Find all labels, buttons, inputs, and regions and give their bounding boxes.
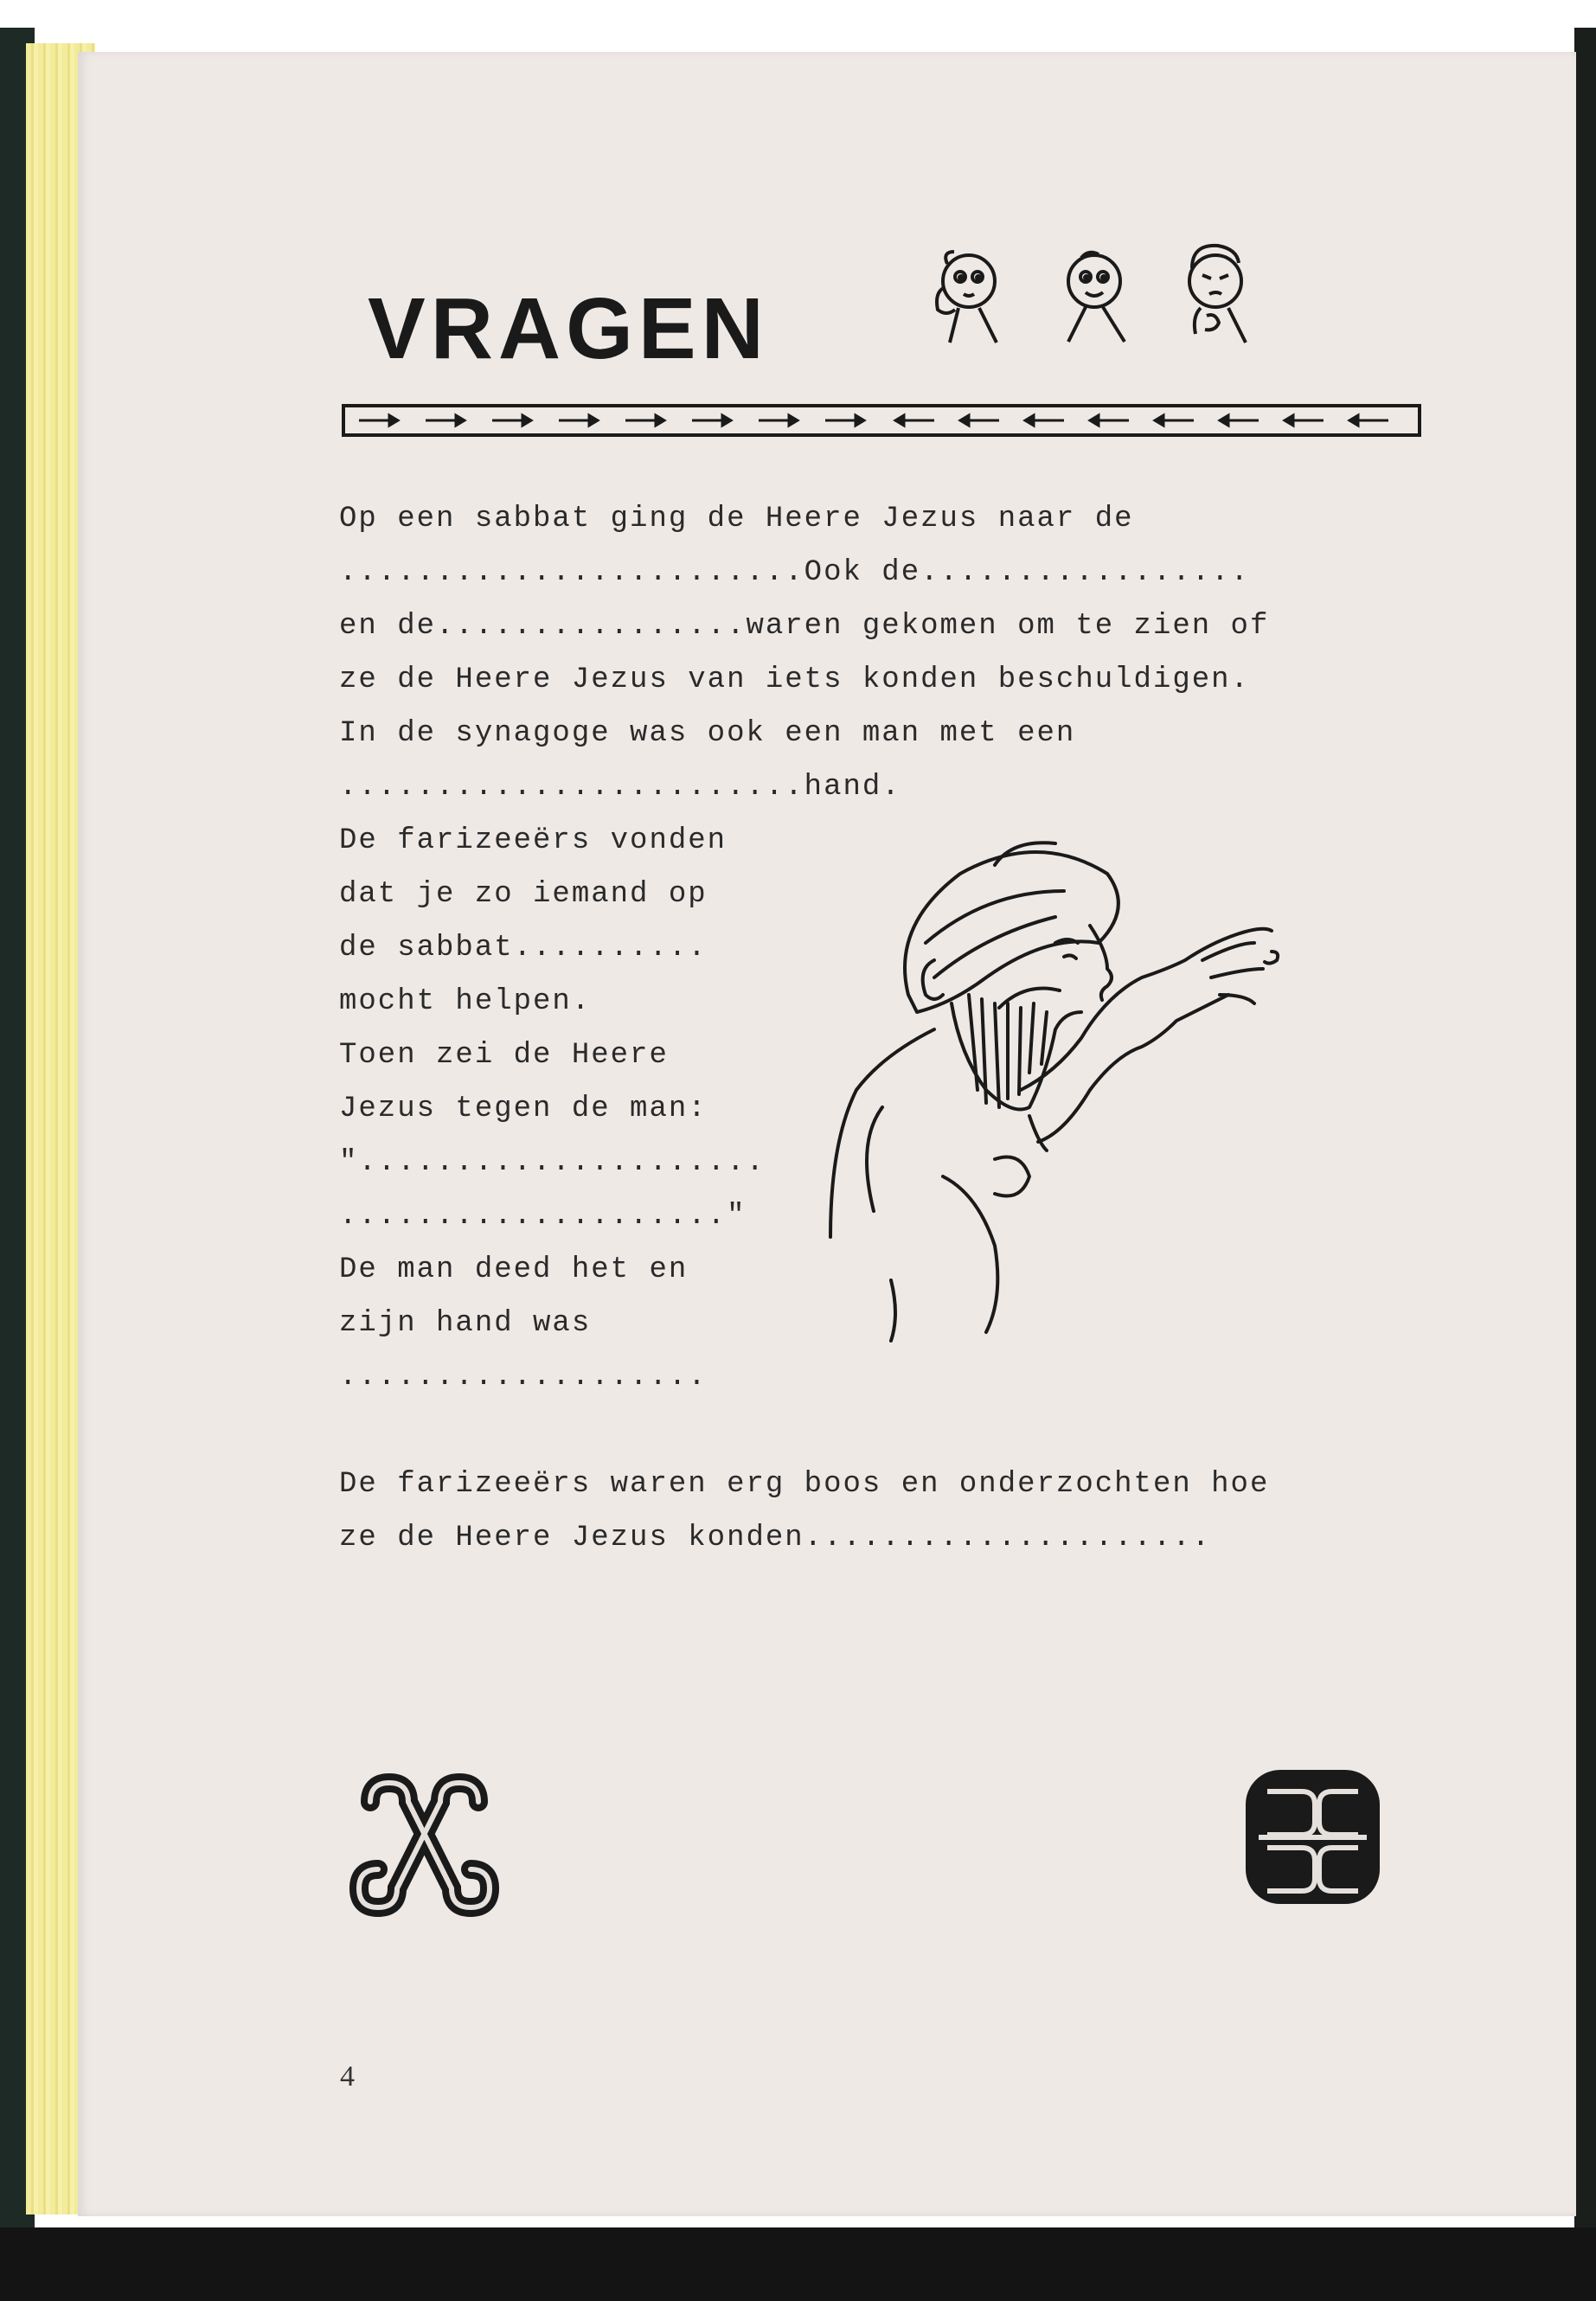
page-number: 4 xyxy=(340,2061,355,2093)
arrow-right-head-icon xyxy=(656,415,664,426)
text-line: mocht helpen. xyxy=(339,985,592,1018)
book-cover-right xyxy=(1574,28,1596,2301)
arrow-right-head-icon xyxy=(722,415,731,426)
text-line: "..................... xyxy=(339,1146,766,1179)
arrow-left-head-icon xyxy=(1155,415,1163,426)
faces-group xyxy=(865,234,1272,363)
text-line: De farizeeërs vonden xyxy=(339,824,727,857)
arrow-left-head-icon xyxy=(1220,415,1228,426)
text-line: In de synagoge was ook een man met een xyxy=(339,717,1076,750)
text-line: de sabbat.......... xyxy=(339,932,708,965)
text-line: dat je zo iemand op xyxy=(339,878,708,911)
arrow-left-head-icon xyxy=(1025,415,1034,426)
arrow-left-head-icon xyxy=(1090,415,1099,426)
face-pondering-icon xyxy=(1189,246,1246,343)
book-cover-bottom xyxy=(0,2227,1596,2301)
text-line: Jezus tegen de man: xyxy=(339,1093,708,1125)
text-line: ze de Heere Jezus konden..................... xyxy=(339,1522,1212,1554)
face-thinking-icon xyxy=(937,252,997,343)
text-line: en de................waren gekomen om te zien of xyxy=(339,610,1270,643)
arrow-right-head-icon xyxy=(522,415,531,426)
top-margin xyxy=(0,0,1596,28)
text-line: zijn hand was xyxy=(339,1307,592,1340)
face-smiling-icon xyxy=(1068,253,1125,342)
arrow-left-head-icon xyxy=(1349,415,1358,426)
arrow-right-head-icon xyxy=(389,415,398,426)
arrow-right-head-icon xyxy=(856,415,864,426)
celtic-knot-right-icon xyxy=(1237,1761,1388,1913)
text-line: ...................." xyxy=(339,1200,747,1233)
arrow-right-head-icon xyxy=(456,415,465,426)
celtic-knot-left-icon xyxy=(344,1767,504,1927)
text-line: De farizeeërs waren erg boos en onderzochten hoe xyxy=(339,1468,1270,1501)
arrow-left-head-icon xyxy=(895,415,904,426)
man-illustration xyxy=(822,830,1384,1349)
arrow-right-head-icon xyxy=(789,415,798,426)
text-line: Op een sabbat ging de Heere Jezus naar de xyxy=(339,503,1134,535)
text-line: ................... xyxy=(339,1361,708,1394)
text-line: ze de Heere Jezus van iets konden beschuldigen. xyxy=(339,663,1250,696)
page-title: VRAGEN xyxy=(368,280,769,377)
text-line: Toen zei de Heere xyxy=(339,1039,669,1072)
text-line: ........................hand. xyxy=(339,771,901,804)
arrow-left-head-icon xyxy=(960,415,969,426)
arrow-right-head-icon xyxy=(589,415,598,426)
arrow-left-head-icon xyxy=(1285,415,1293,426)
text-line: De man deed het en xyxy=(339,1253,689,1286)
arrow-divider xyxy=(342,402,1423,439)
text-line: ........................Ook de................. xyxy=(339,556,1250,589)
